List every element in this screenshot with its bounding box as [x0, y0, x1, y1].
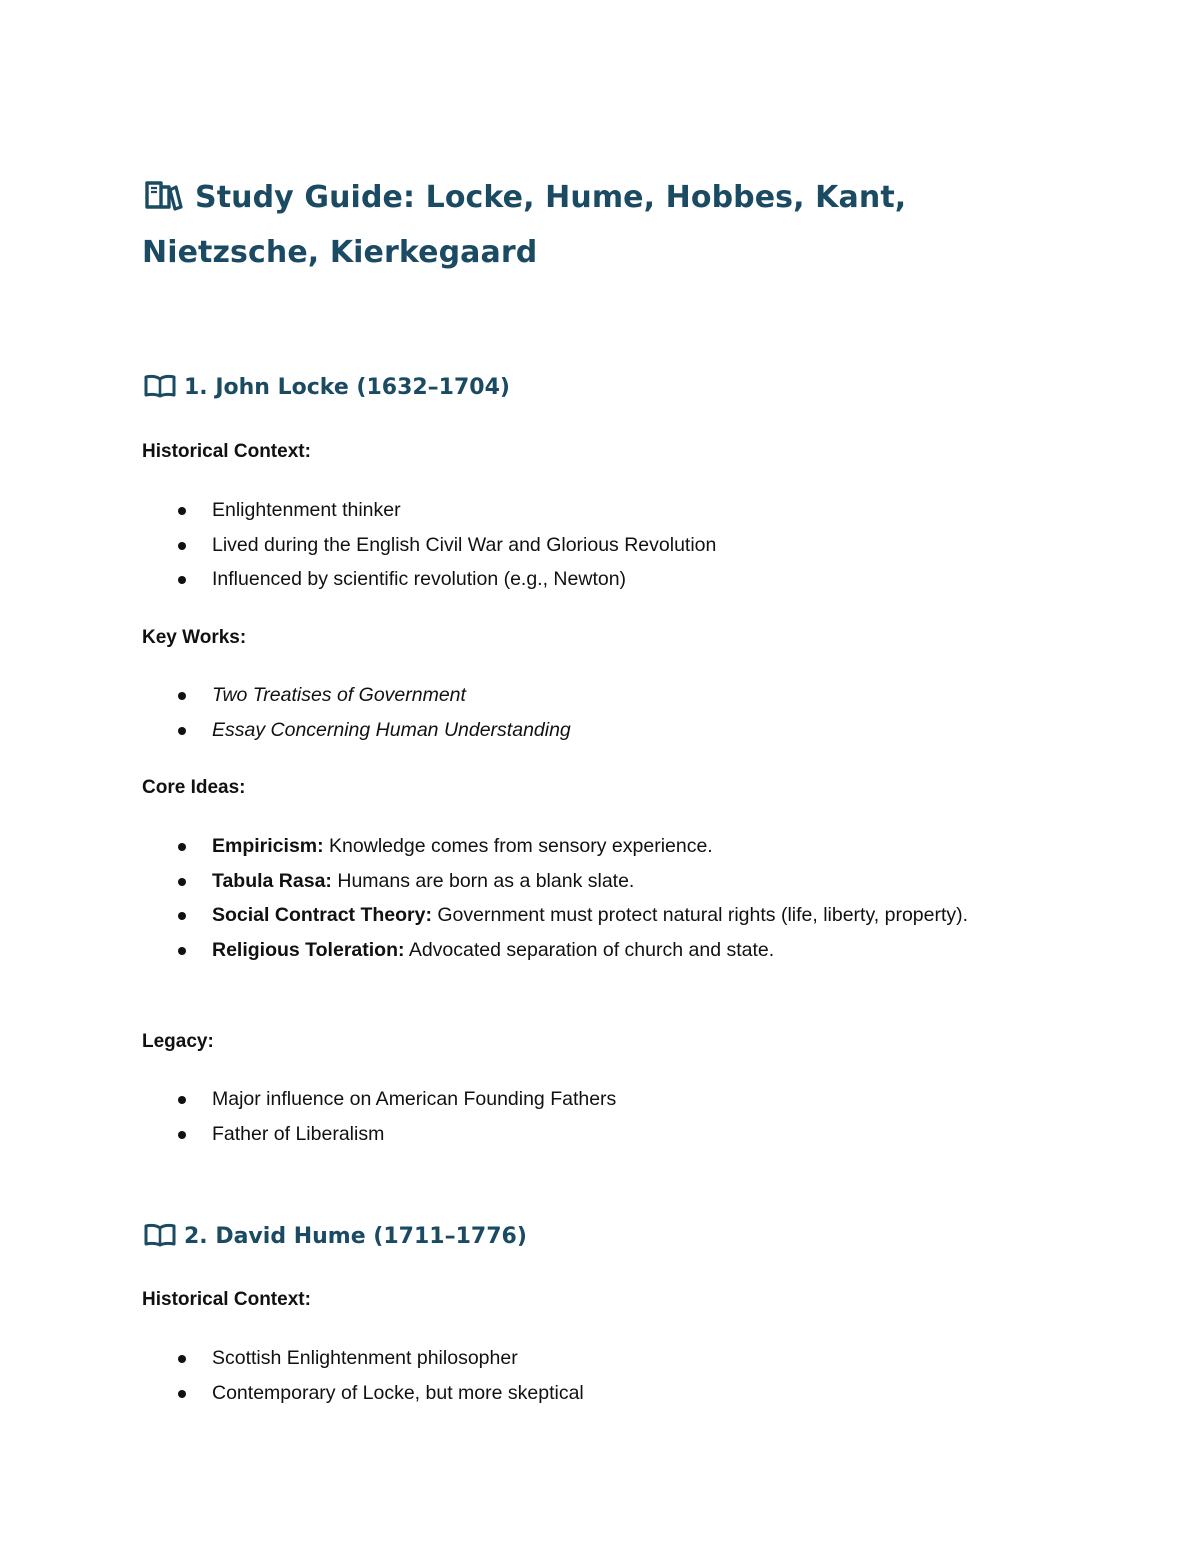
list-item: Enlightenment thinker	[142, 493, 1022, 528]
section-heading-text: 1. John Locke (1632–1704)	[184, 375, 510, 400]
list-item: Contemporary of Locke, but more skeptical	[142, 1376, 1022, 1411]
bullet-icon	[178, 1355, 186, 1363]
legacy-list	[142, 1082, 1022, 1151]
key-works-label: Key Works:	[142, 627, 247, 648]
historical-context-list	[142, 1341, 1022, 1410]
bullet-icon	[178, 576, 186, 584]
section-heading-locke	[144, 373, 510, 407]
bullet-icon	[178, 1096, 186, 1104]
open-book-icon	[144, 374, 176, 407]
list-item: Empiricism: Knowledge comes from sensory experience.	[142, 829, 1022, 864]
books-icon	[145, 176, 183, 227]
list-item: Major influence on American Founding Fathers	[142, 1082, 1022, 1117]
bullet-icon	[178, 1131, 186, 1139]
historical-context-list	[142, 493, 1022, 597]
document-title-text: Study Guide: Locke, Hume, Hobbes, Kant, Nietzsche, Kierkegaard	[142, 180, 907, 270]
list-item: Influenced by scientific revolution (e.g., Newton)	[142, 562, 1022, 597]
list-item: Scottish Enlightenment philosopher	[142, 1341, 1022, 1376]
bullet-icon	[178, 912, 186, 920]
list-item: Social Contract Theory: Government must protect natural rights (life, liberty, property).	[142, 898, 1022, 933]
legacy-label: Legacy:	[142, 1031, 214, 1052]
bullet-icon	[178, 727, 186, 735]
core-ideas-list	[142, 829, 1022, 967]
list-item: Two Treatises of Government	[142, 678, 1022, 713]
section-heading-text: 2. David Hume (1711–1776)	[184, 1224, 527, 1249]
list-item: Religious Toleration: Advocated separation of church and state.	[142, 933, 1022, 968]
core-ideas-label: Core Ideas:	[142, 777, 246, 798]
historical-context-label: Historical Context:	[142, 1289, 311, 1310]
section-heading-hume	[144, 1222, 527, 1256]
list-item: Essay Concerning Human Understanding	[142, 713, 1022, 748]
bullet-icon	[178, 692, 186, 700]
bullet-icon	[178, 843, 186, 851]
bullet-icon	[178, 947, 186, 955]
key-works-list	[142, 678, 1022, 747]
bullet-icon	[178, 1390, 186, 1398]
historical-context-label: Historical Context:	[142, 441, 311, 462]
bullet-icon	[178, 507, 186, 515]
document-title	[142, 172, 1072, 278]
list-item: Lived during the English Civil War and Glorious Revolution	[142, 528, 1022, 563]
bullet-icon	[178, 542, 186, 550]
list-item: Tabula Rasa: Humans are born as a blank slate.	[142, 864, 1022, 899]
bullet-icon	[178, 878, 186, 886]
list-item: Father of Liberalism	[142, 1117, 1022, 1152]
open-book-icon	[144, 1223, 176, 1256]
